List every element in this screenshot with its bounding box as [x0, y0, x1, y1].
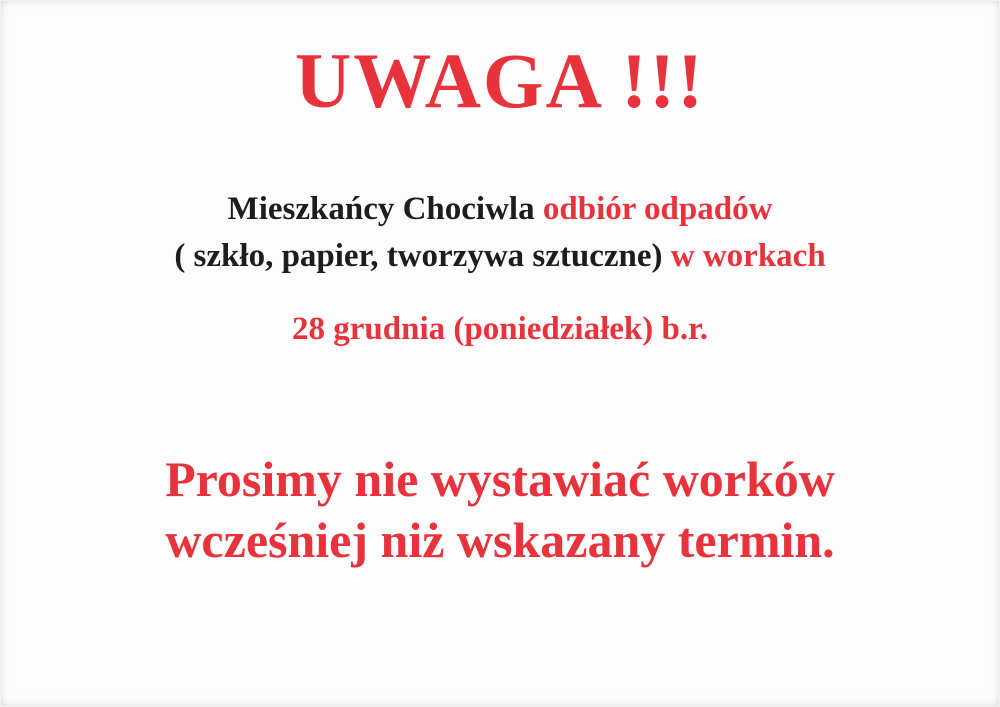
announcement-line-1-black-text: Mieszkańcy Chociwla	[227, 191, 543, 227]
announcement-line-2-red-text: w workach	[670, 237, 826, 274]
request-notice-line-1: Prosimy nie wystawiać worków	[165, 450, 835, 507]
announcement-line-2	[40, 233, 960, 280]
request-notice	[40, 449, 960, 571]
announcement-line-1	[40, 186, 960, 233]
announcement-line-2-black-text: ( szkło, papier, tworzywa sztuczne)	[174, 237, 671, 274]
announcement-line-1-red-text: odbiór odpadów	[542, 191, 773, 227]
collection-date: 28 grudnia (poniedziałek) b.r.	[292, 310, 708, 347]
announcement-paragraph	[40, 186, 960, 353]
page-title: UWAGA !!!	[294, 37, 706, 124]
request-notice-line-2: wcześniej niż wskazany termin.	[165, 511, 835, 568]
